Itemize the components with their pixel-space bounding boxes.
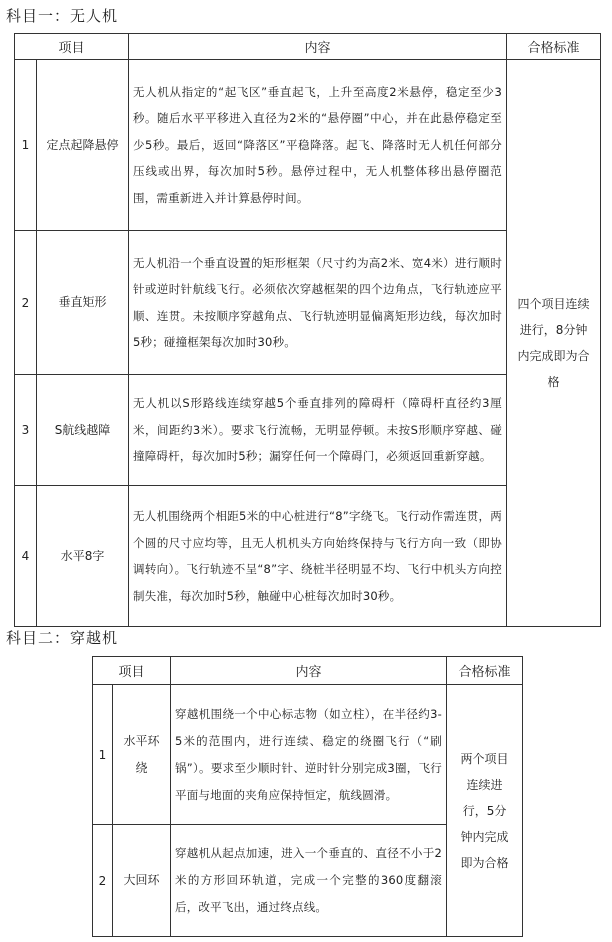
- drone-exam-table: [14, 33, 601, 627]
- item-content: 穿越机围绕一个中心标志物（如立柱），在半径约3-5米的范围内，进行连续、稳定的绕圈飞行（“刷锅”）。要求至少顺时针、逆时针分别完成3圈，飞行平面与地面的夹角应保持恒定，航线圆滑。: [171, 685, 447, 825]
- item-name: 水平环绕: [113, 685, 171, 825]
- header-content: 内容: [129, 34, 507, 60]
- row-number: 1: [93, 685, 113, 825]
- item-content: 无人机从指定的“起飞区”垂直起飞，上升至高度2米悬停，稳定至少3秒。随后水平平移进入直径为2米的“悬停圈”中心，并在此悬停稳定至少5秒。最后，返回“降落区”平稳降落。起飞、降落时无人机任何部分压线或出界，每次加时5秒。悬停过程中，无人机整体移出悬停圈范围，需重新进入并计算悬停时间。: [129, 60, 507, 231]
- section-2-title: 科目二：穿越机: [6, 629, 119, 647]
- row-number: 3: [15, 375, 37, 486]
- pass-standard: 四个项目连续进行，8分钟内完成即为合格: [507, 60, 601, 627]
- item-content: 穿越机从起点加速，进入一个垂直的、直径不小于2米的方形回环轨道，完成一个完整的360度翻滚后，改平飞出，通过终点线。: [171, 825, 447, 937]
- header-item: 项目: [15, 34, 129, 60]
- header-content: 内容: [171, 657, 447, 685]
- item-content: 无人机以S形路线连续穿越5个垂直排列的障碍杆（障碍杆直径约3厘米，间距约3米）。要求飞行流畅，无明显停顿。未按S形顺序穿越、碰撞障碍杆，每次加时5秒；漏穿任何一个障碍门，必须返回重新穿越。: [129, 375, 507, 486]
- item-name: 水平8字: [37, 486, 129, 627]
- header-item: 项目: [93, 657, 171, 685]
- row-number: 2: [93, 825, 113, 937]
- pass-standard: 两个项目连续进行，5分钟内完成即为合格: [447, 685, 523, 937]
- item-name: 垂直矩形: [37, 231, 129, 375]
- item-content: 无人机围绕两个相距5米的中心桩进行“8”字绕飞。飞行动作需连贯，两个圆的尺寸应均等，且无人机机头方向始终保持与飞行方向一致（即协调转向）。飞行轨迹不呈“8”字、绕桩半径明显不均、飞行中机头方向控制失准，每次加时5秒，触碰中心桩每次加时30秒。: [129, 486, 507, 627]
- item-content: 无人机沿一个垂直设置的矩形框架（尺寸约为高2米、宽4米）进行顺时针或逆时针航线飞行。必须依次穿越框架的四个边角点，飞行轨迹应平顺、连贯。未按顺序穿越角点、飞行轨迹明显偏离矩形边线，每次加时5秒；碰撞框架每次加时30秒。: [129, 231, 507, 375]
- row-number: 2: [15, 231, 37, 375]
- header-standard: 合格标准: [507, 34, 601, 60]
- table-row: [93, 685, 523, 825]
- row-number: 4: [15, 486, 37, 627]
- item-name: S航线越障: [37, 375, 129, 486]
- fpv-exam-table: [92, 656, 523, 937]
- item-name: 大回环: [113, 825, 171, 937]
- item-name: 定点起降悬停: [37, 60, 129, 231]
- row-number: 1: [15, 60, 37, 231]
- section-1-title: 科目一：无人机: [6, 7, 119, 25]
- header-standard: 合格标准: [447, 657, 523, 685]
- table-row: [15, 60, 601, 231]
